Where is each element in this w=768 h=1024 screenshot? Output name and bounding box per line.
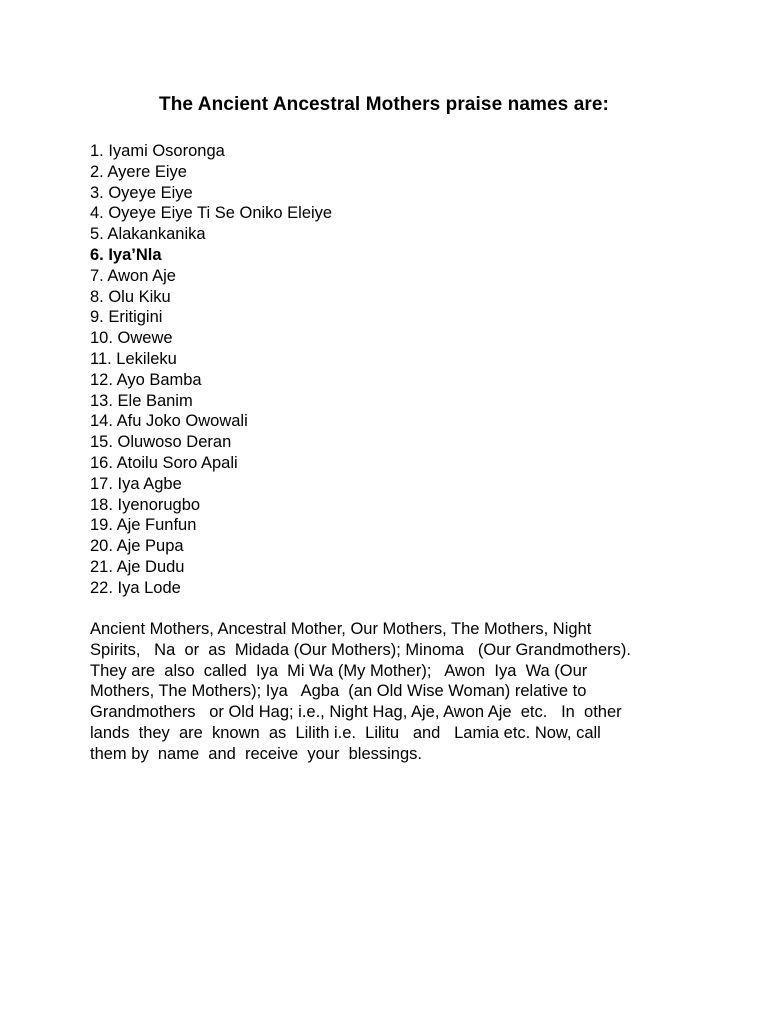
paragraph-line: lands they are known as Lilith i.e. Lilitu and Lamia etc. Now, call: [90, 723, 601, 742]
list-item: 7. Awon Aje: [90, 266, 176, 285]
list-item: 1. Iyami Osoronga: [90, 142, 225, 160]
paragraph-line: Mothers, The Mothers); Iya Agba (an Old Wise Woman) relative to: [90, 682, 587, 701]
list-item: 21. Aje Dudu: [90, 557, 185, 576]
list-item: 8. Olu Kiku: [90, 287, 171, 306]
list-item: 4. Oyeye Eiye Ti Se Oniko Eleiye: [90, 204, 333, 223]
description-paragraph: [90, 619, 670, 765]
list-item: 17. Iya Agbe: [90, 474, 182, 493]
page-title: The Ancient Ancestral Mothers praise names are:: [159, 94, 609, 115]
paragraph-line: Grandmothers or Old Hag; i.e., Night Hag, Aje, Awon Aje etc. In other: [90, 703, 622, 722]
list-item: 5. Alakankanika: [90, 225, 206, 244]
list-item: 18. Iyenorugbo: [90, 495, 201, 514]
list-item: 14. Afu Joko Owowali: [90, 412, 248, 431]
list-item: 13. Ele Banim: [90, 391, 193, 410]
list-item: 3. Oyeye Eiye: [90, 183, 193, 202]
list-item: 11. Lekileku: [90, 349, 177, 368]
list-item: 12. Ayo Bamba: [90, 370, 202, 389]
list-item: 22. Iya Lode: [90, 578, 181, 597]
list-item: 2. Ayere Eiye: [90, 162, 187, 181]
list-item: 16. Atoilu Soro Apali: [90, 453, 238, 472]
list-item: 19. Aje Funfun: [90, 516, 197, 535]
paragraph-line: They are also called Iya Mi Wa (My Mother); Awon Iya Wa (Our: [90, 661, 588, 680]
list-item: 20. Aje Pupa: [90, 537, 184, 556]
paragraph-line: Ancient Mothers, Ancestral Mother, Our Mothers, The Mothers, Night: [90, 620, 592, 638]
list-item: 9. Eritigini: [90, 308, 163, 327]
list-item: 6. Iya’Nla: [90, 245, 162, 264]
paragraph-line: them by name and receive your blessings.: [90, 744, 422, 763]
paragraph-line: Spirits, Na or as Midada (Our Mothers); Minoma (Our Grandmothers).: [90, 640, 631, 659]
praise-names-list: [90, 141, 332, 599]
list-item: 15. Oluwoso Deran: [90, 433, 232, 452]
list-item: 10. Owewe: [90, 329, 173, 348]
